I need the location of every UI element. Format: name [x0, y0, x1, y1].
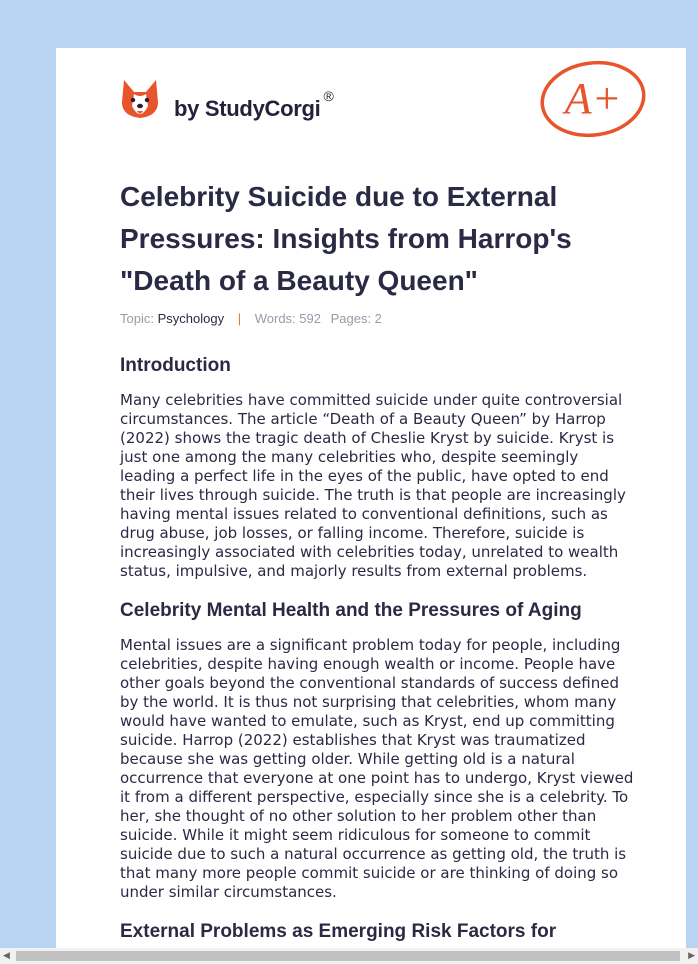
scroll-right-icon[interactable]: ▶ [688, 951, 695, 961]
svg-text:A+: A+ [564, 74, 622, 123]
section-paragraph-mental-health: Mental issues are a significant problem today for people, including celebrities, despite having enough wealth or income. People have other goals beyond the conventional standards of success defined by the world. It is thus not surprising that celebrities, whom many would have wanted to emulate, such as Kryst, end up committing suicide. Harrop (2022) establishes that Kryst was traumatized because she was getting older. While getting old is a natural occurrence that everyone at one point has to undergo, Kryst viewed it from a different perspective, especially since she is a celebrity. To her, she thought of no other solution to her problem other than suicide. While it might seem ridiculous for someone to commit suicide due to such a natural occurrence as getting old, the truth is that many more people commit suicide or are thinking of doing so under similar circumstances. [120, 636, 634, 901]
page-count: Pages: 2 [330, 311, 382, 326]
section-heading-external-problems: External Problems as Emerging Risk Factors for [120, 921, 557, 942]
document-page [56, 48, 686, 948]
grade-badge-icon [538, 58, 648, 140]
document-meta [120, 311, 382, 326]
horizontal-scrollbar[interactable] [0, 948, 698, 964]
topic-link[interactable]: Psychology [157, 311, 225, 326]
page-title: Celebrity Suicide due to External Pressures: Insights from Harrop's "Death of a Beauty Queen" [120, 181, 572, 296]
section-paragraph-introduction: Many celebrities have committed suicide under quite controversial circumstances. The article “Death of a Beauty Queen” by Harrop (2022) shows the tragic death of Cheslie Kryst by suicide. Kryst is just one among the many celebrities who, despite seemingly leading a perfect life in the eyes of the public, have opted to end their lives through suicide. The truth is that people are increasingly having mental issues related to conventional definitions, such as drug abuse, job losses, or falling income. Therefore, suicide is increasingly associated with celebrities today, unrelated to wealth status, impulsive, and majorly results from external problems. [120, 391, 626, 580]
scrollbar-thumb[interactable] [16, 951, 680, 961]
topic-label: Topic: [120, 311, 154, 326]
corgi-icon [120, 76, 160, 122]
scroll-left-icon[interactable]: ◀ [3, 951, 10, 961]
section-heading-mental-health: Celebrity Mental Health and the Pressures of Aging [120, 600, 582, 621]
brand-name: by StudyCorgi ® [174, 88, 334, 121]
section-heading-introduction: Introduction [120, 355, 231, 376]
meta-separator: | [237, 311, 242, 326]
word-count: Words: 592 [254, 311, 321, 326]
